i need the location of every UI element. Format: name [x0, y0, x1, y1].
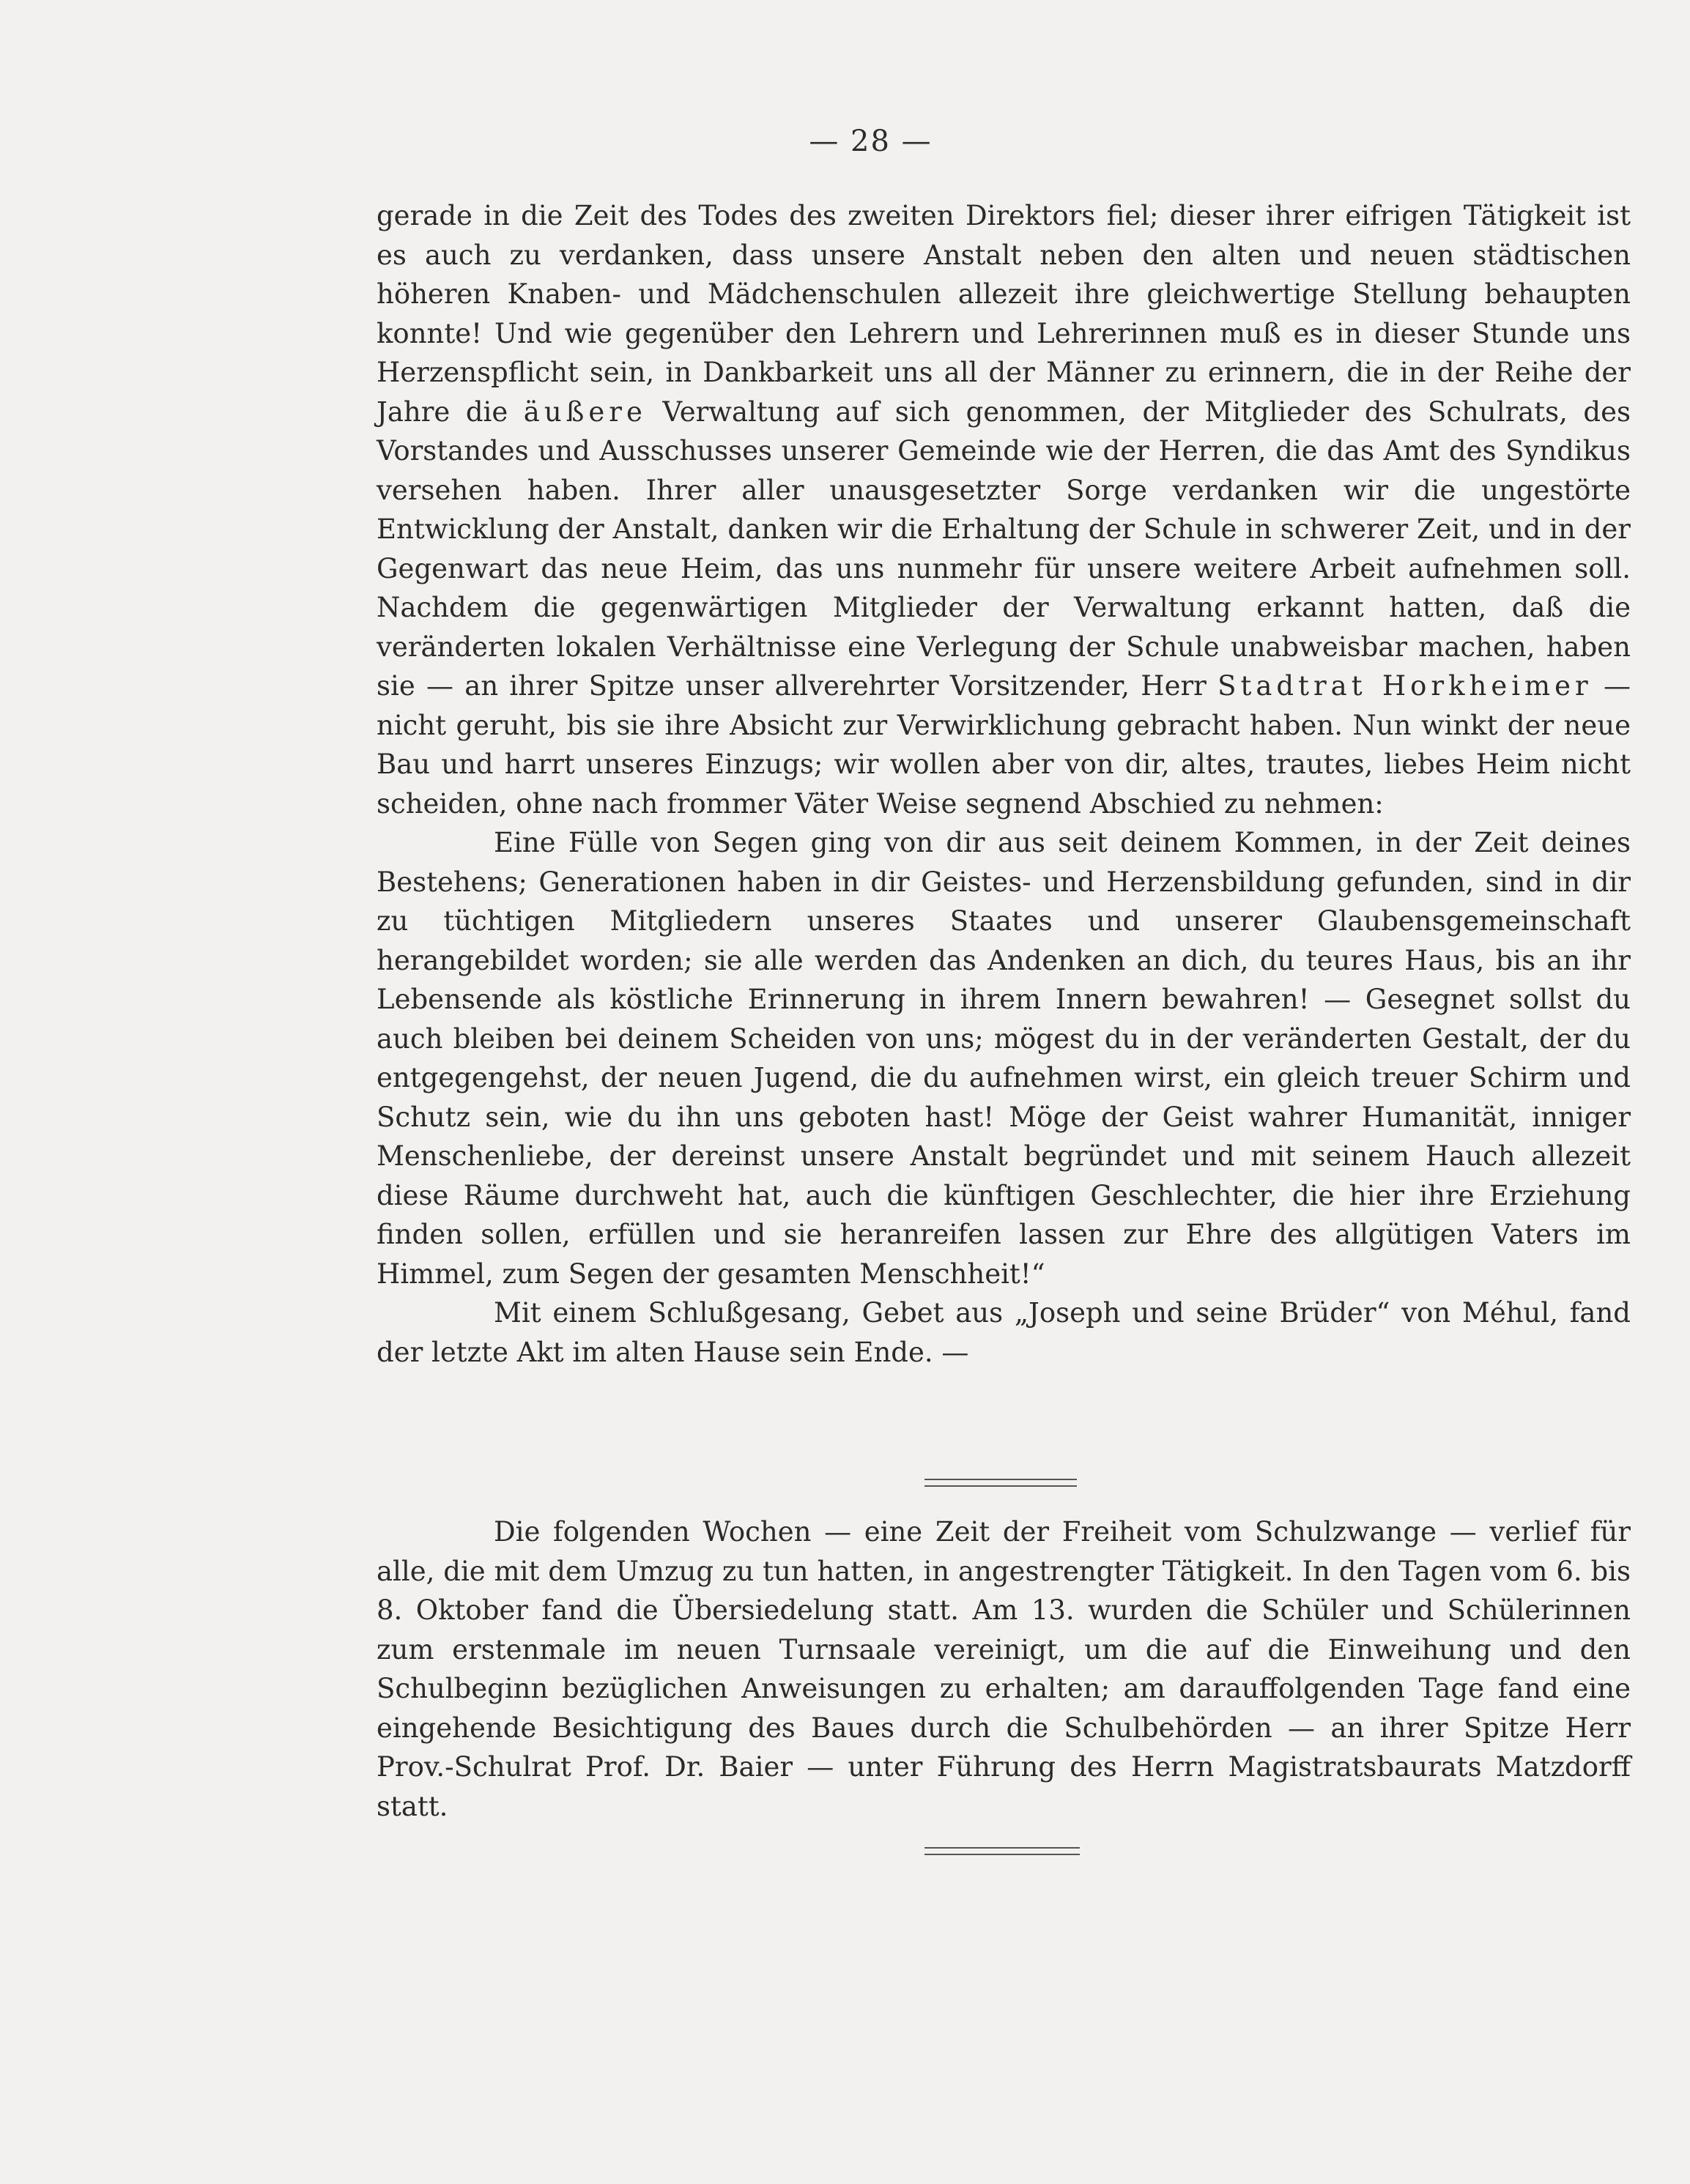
emphasis-aeussere: äußere — [523, 395, 647, 428]
page-number-text: — 28 — — [809, 125, 933, 158]
paragraph-1-part-a: gerade in die Zeit des Todes des zweiten Direktors fiel; dieser ihrer eifrigen Tätigkeit ist es auch zu verdanken, dass unsere Anstalt neben den alten und neuen städtischen höheren Knaben- und Mädchenschulen allezeit ihre gleichwertige Stellung behaupten konnte! Und wie gegenüber den Lehrern und Lehrerinnen muß es in dieser Stunde uns Herzenspflicht sein, in Dankbarkeit uns all der Männer zu erinnern, die in der Reihe der Jahre die — [377, 200, 1631, 428]
paragraph-4: Die folgenden Wochen — eine Zeit der Freiheit vom Schulzwange — verlief für alle, die mit dem Umzug zu tun hatten, in angestrengter Tätigkeit. In den Tagen vom 6. bis 8. Oktober fand die Übersiedelung statt. Am 13. wurden die Schüler und Schülerinnen zum erstenmale im neuen Turnsaale vereinigt, um die auf die Einweihung und den Schulbeginn bezüglichen Anweisungen zu erhalten; am darauffolgenden Tage fand eine eingehende Besichtigung des Baues durch die Schulbehörden — an ihrer Spitze Herr Prov.-Schulrat Prof. Dr. Baier — unter Führung des Herrn Magistratsbaurats Matzdorff statt. — [377, 1516, 1631, 1822]
second-text-block — [377, 1512, 1631, 1826]
end-divider-double-rule — [924, 1847, 1080, 1855]
paragraph-3: Mit einem Schlußgesang, Gebet aus „Joseph und seine Brüder“ von Méhul, fand der letzte Akt im alten Hause sein Ende. — — [377, 1297, 1631, 1368]
paragraph-1-part-c: Verwaltung auf sich genommen, der Mitglieder des Schulrats, des Vorstandes und Ausschusses unserer Gemeinde wie der Herren, die das Amt des Syndikus versehen haben. Ihrer aller unausgesetzter Sorge verdanken wir die ungestörte Entwicklung der Anstalt, danken wir die Erhaltung der Schule in schwerer Zeit, und in der Gegenwart das neue Heim, das uns nunmehr für unsere weitere Arbeit aufnehmen soll. Nachdem die gegenwärtigen Mitglieder der Verwaltung erkannt hatten, daß die veränderten lokalen Verhältnisse eine Verlegung der Schule unabweisbar machen, haben sie — an ihrer Spitze unser allverehrter Vorsitzender, Herr — [377, 395, 1631, 702]
emphasis-stadtrat-horkheimer: Stadtrat Horkheimer — [1218, 670, 1593, 702]
main-text-block — [377, 196, 1631, 1372]
paragraph-1 — [377, 196, 1631, 823]
section-divider-double-rule — [924, 1479, 1077, 1487]
page-number — [0, 125, 1690, 158]
paragraph-1-part-e: — nicht geruht, bis sie ihre Absicht zur Verwirklichung gebracht haben. Nun winkt der neue Bau und harrt unseres Einzugs; wir wollen aber von dir, altes, trautes, liebes Heim nicht scheiden, ohne nach frommer Väter Weise segnend Abschied zu nehmen: — [377, 670, 1631, 820]
paragraph-2: Eine Fülle von Segen ging von dir aus seit deinem Kommen, in der Zeit deines Bestehens; Generationen haben in dir Geistes- und Herzensbildung gefunden, sind in dir zu tüchtigen Mitgliedern unseres Staates und unserer Glaubensgemeinschaft herangebildet worden; sie alle werden das Andenken an dich, du teures Haus, bis an ihr Lebensende als köstliche Erinnerung in ihrem Innern bewahren! — Gesegnet sollst du auch bleiben bei deinem Scheiden von uns; mögest du in der veränderten Gestalt, der du entgegengehst, der neuen Jugend, die du aufnehmen wirst, ein gleich treuer Schirm und Schutz sein, wie du ihn uns geboten hast! Möge der Geist wahrer Humanität, inniger Menschenliebe, der dereinst unsere Anstalt begründet und mit seinem Hauch allezeit diese Räume durchweht hat, auch die künftigen Geschlechter, die hier ihre Erziehung finden sollen, erfüllen und sie heranreifen lassen zur Ehre des allgütigen Vaters im Himmel, zum Segen der gesamten Menschheit!“ — [377, 827, 1631, 1290]
